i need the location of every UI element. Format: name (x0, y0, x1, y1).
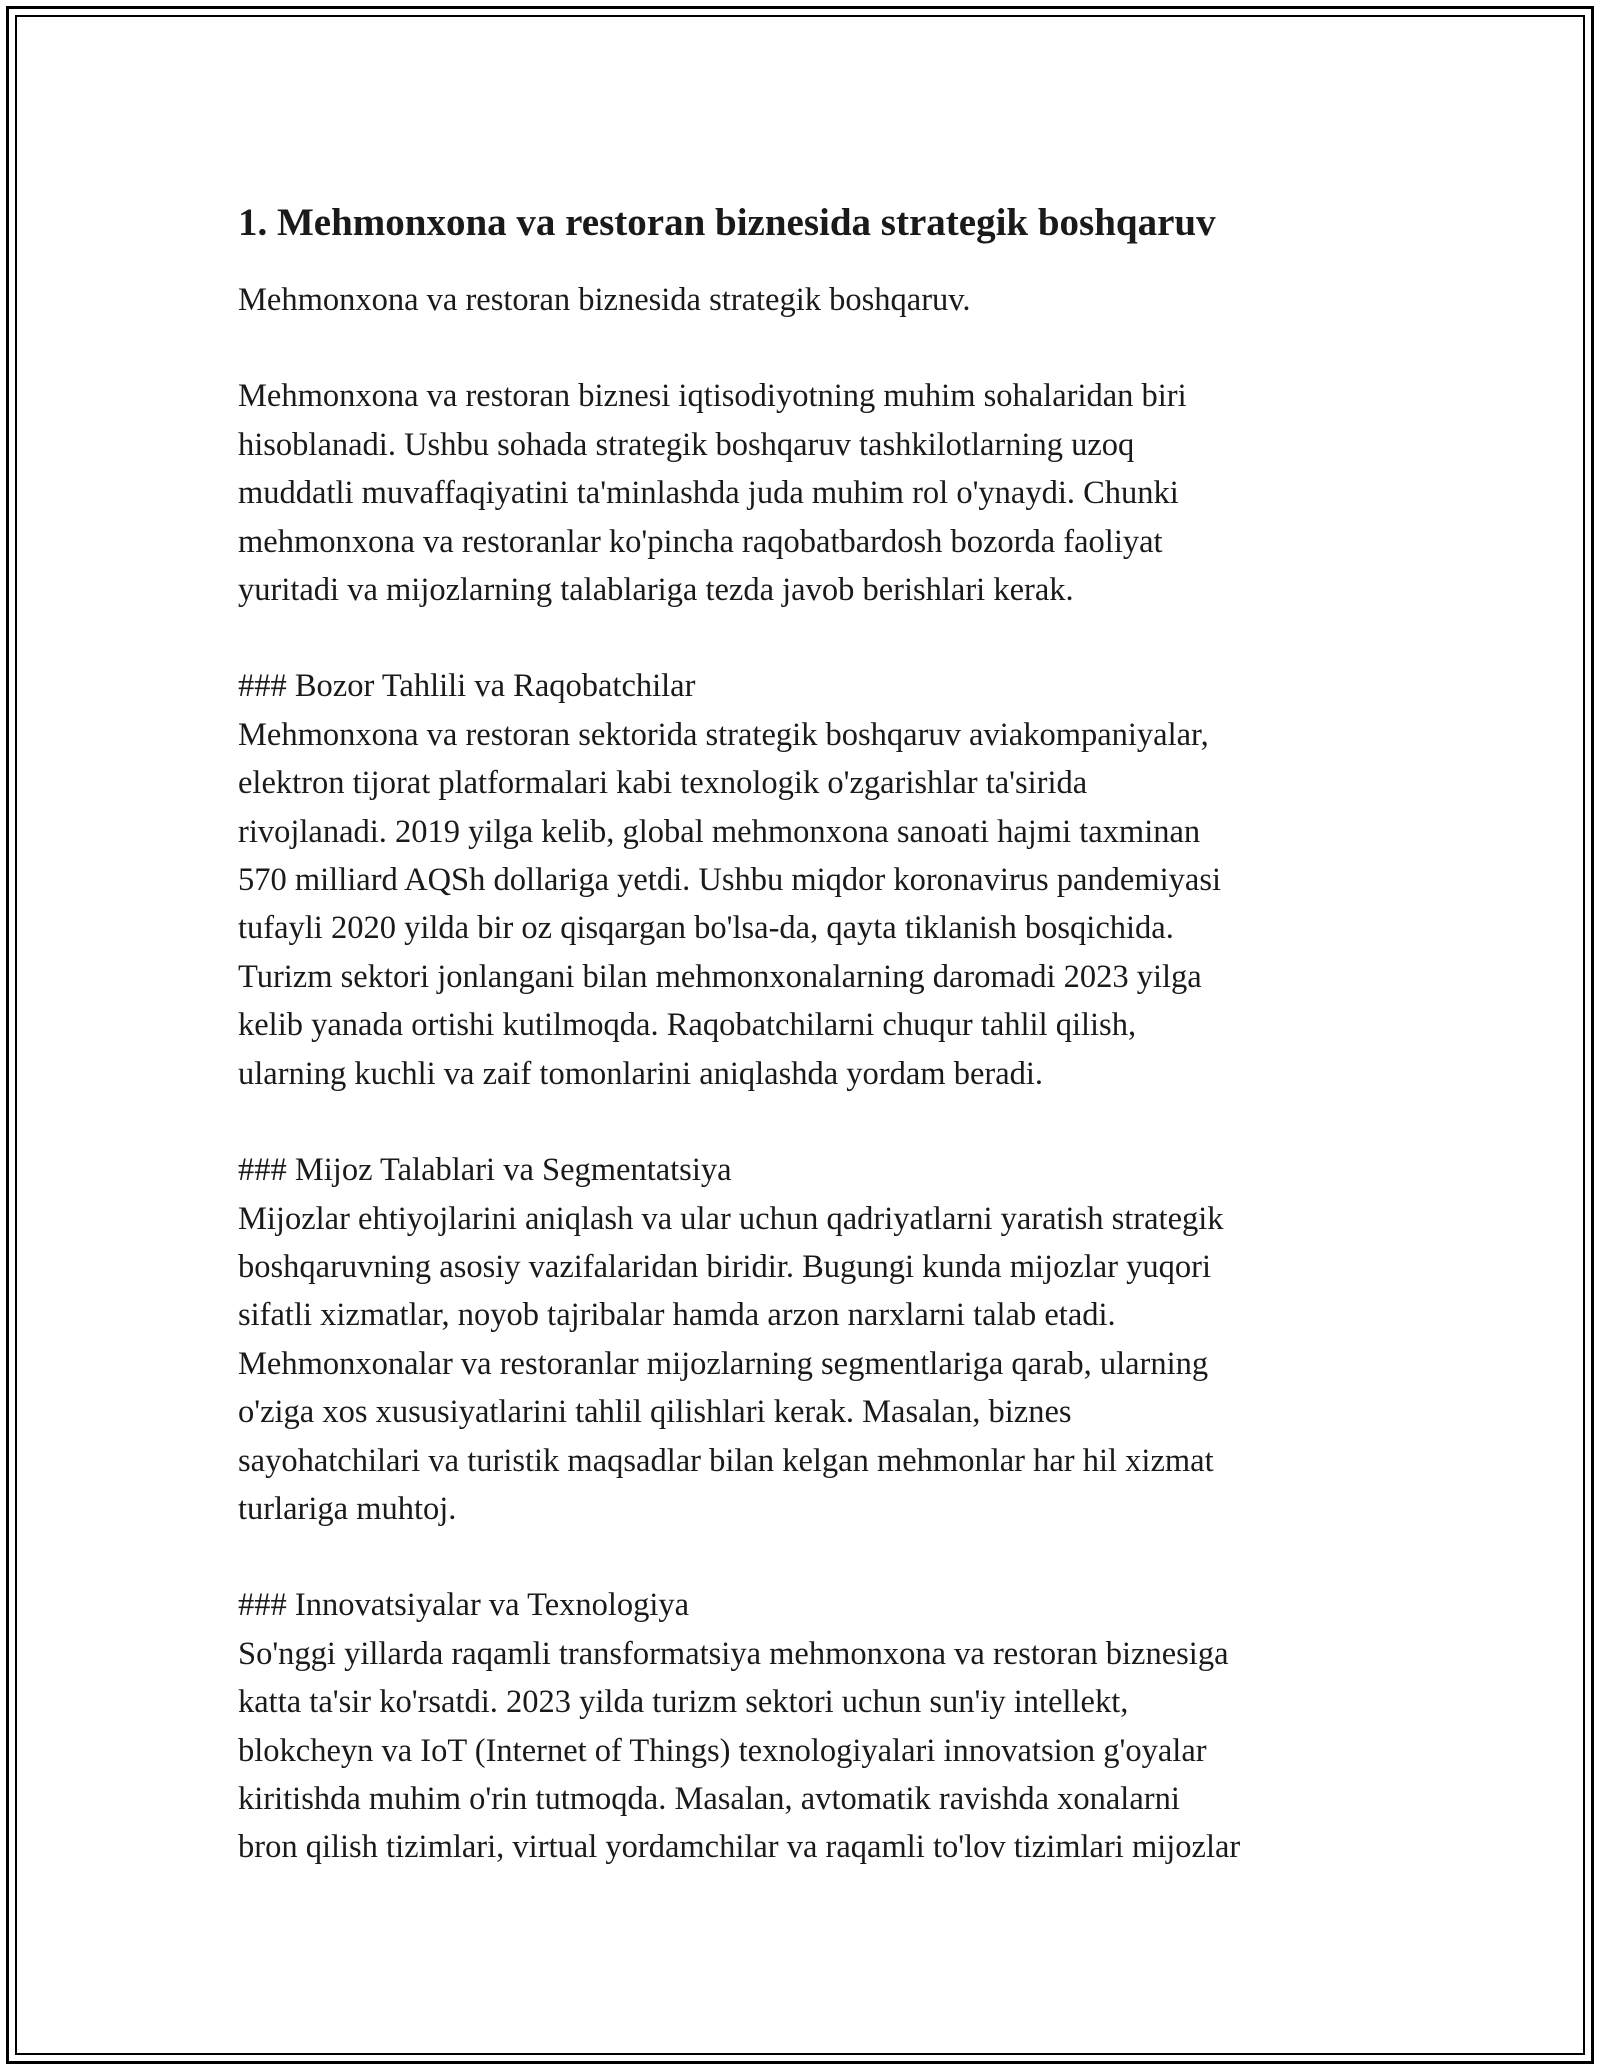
paragraph-gap (238, 324, 1398, 372)
document-title: 1. Mehmonxona va restoran biznesida strategik boshqaruv (238, 201, 1216, 244)
section-heading-innovation-technology: ### Innovatsiyalar va Texnologiya (238, 1587, 690, 1624)
paragraph-gap (238, 614, 1398, 662)
section-heading-customer-segmentation: ### Mijoz Talablari va Segmentatsiya (238, 1152, 732, 1189)
intro-paragraph: Mehmonxona va restoran biznesi iqtisodiyotning muhim sohalaridan biri hisoblanadi. Ushbu sohada strategik boshqaruv tashkilotlarning uzoq muddatli muvaffaqiyatini ta'minlashda juda muhim rol o'ynaydi. Chunki mehmonxona va restoranlar ko'pincha raqobatbardosh bozorda faoliyat yuritadi va mijozlarning talablariga tezda javob berishlari kerak. (238, 378, 1187, 609)
document-subtitle: Mehmonxona va restoran biznesida strategik boshqaruv. (238, 282, 971, 318)
paragraph-gap (238, 1098, 1398, 1146)
section-body-innovation-technology: So'nggi yillarda raqamli transformatsiya mehmonxona va restoran biznesiga katta ta'sir ko'rsatdi. 2023 yilda turizm sektori uchun sun'iy intellekt, blokcheyn va IoT (Internet of Things) texnologiyalari innovatsion g'oyalar kiritishda muhim o'rin tutmoqda. Masalan, avtomatik ravishda xonalarni bron qilish tizimlari, virtual yordamchilar va raqamli to'lov tizimlari mijozlar (238, 1635, 1241, 1866)
section-body-market-analysis: Mehmonxona va restoran sektorida strategik boshqaruv aviakompaniyalar, elektron tijorat platformalari kabi texnologik o'zgarishlar ta'sirida rivojlanadi. 2019 yilga kelib, global mehmonxona sanoati hajmi taxminan 570 milliard AQSh dollariga yetdi. Ushbu miqdor koronavirus pandemiyasi tufayli 2020 yilda bir oz qisqargan bo'lsa-da, qayta tiklanish bosqichida. Turizm sektori jonlangani bilan mehmonxonalarning daromadi 2023 yilga kelib yanada ortishi kutilmoqda. Raqobatchilarni chuqur tahlil qilish, ularning kuchli va zaif tomonlarini aniqlashda yordam beradi. (238, 716, 1221, 1092)
document-page (6, 6, 1594, 2064)
paragraph-gap (238, 1533, 1398, 1581)
section-body-customer-segmentation: Mijozlar ehtiyojlarini aniqlash va ular uchun qadriyatlarni yaratish strategik boshqaruvning asosiy vazifalaridan biridir. Bugungi kunda mijozlar yuqori sifatli xizmatlar, noyob tajribalar hamda arzon narxlarni talab etadi. Mehmonxonalar va restoranlar mijozlarning segmentlariga qarab, ularning o'ziga xos xususiyatlarini tahlil qilishlari kerak. Masalan, biznes sayohatchilari va turistik maqsadlar bilan kelgan mehmonlar har hil xizmat turlariga muhtoj. (238, 1200, 1224, 1527)
document-content (238, 190, 1398, 1872)
section-heading-market-analysis: ### Bozor Tahlili va Raqobatchilar (238, 668, 696, 705)
